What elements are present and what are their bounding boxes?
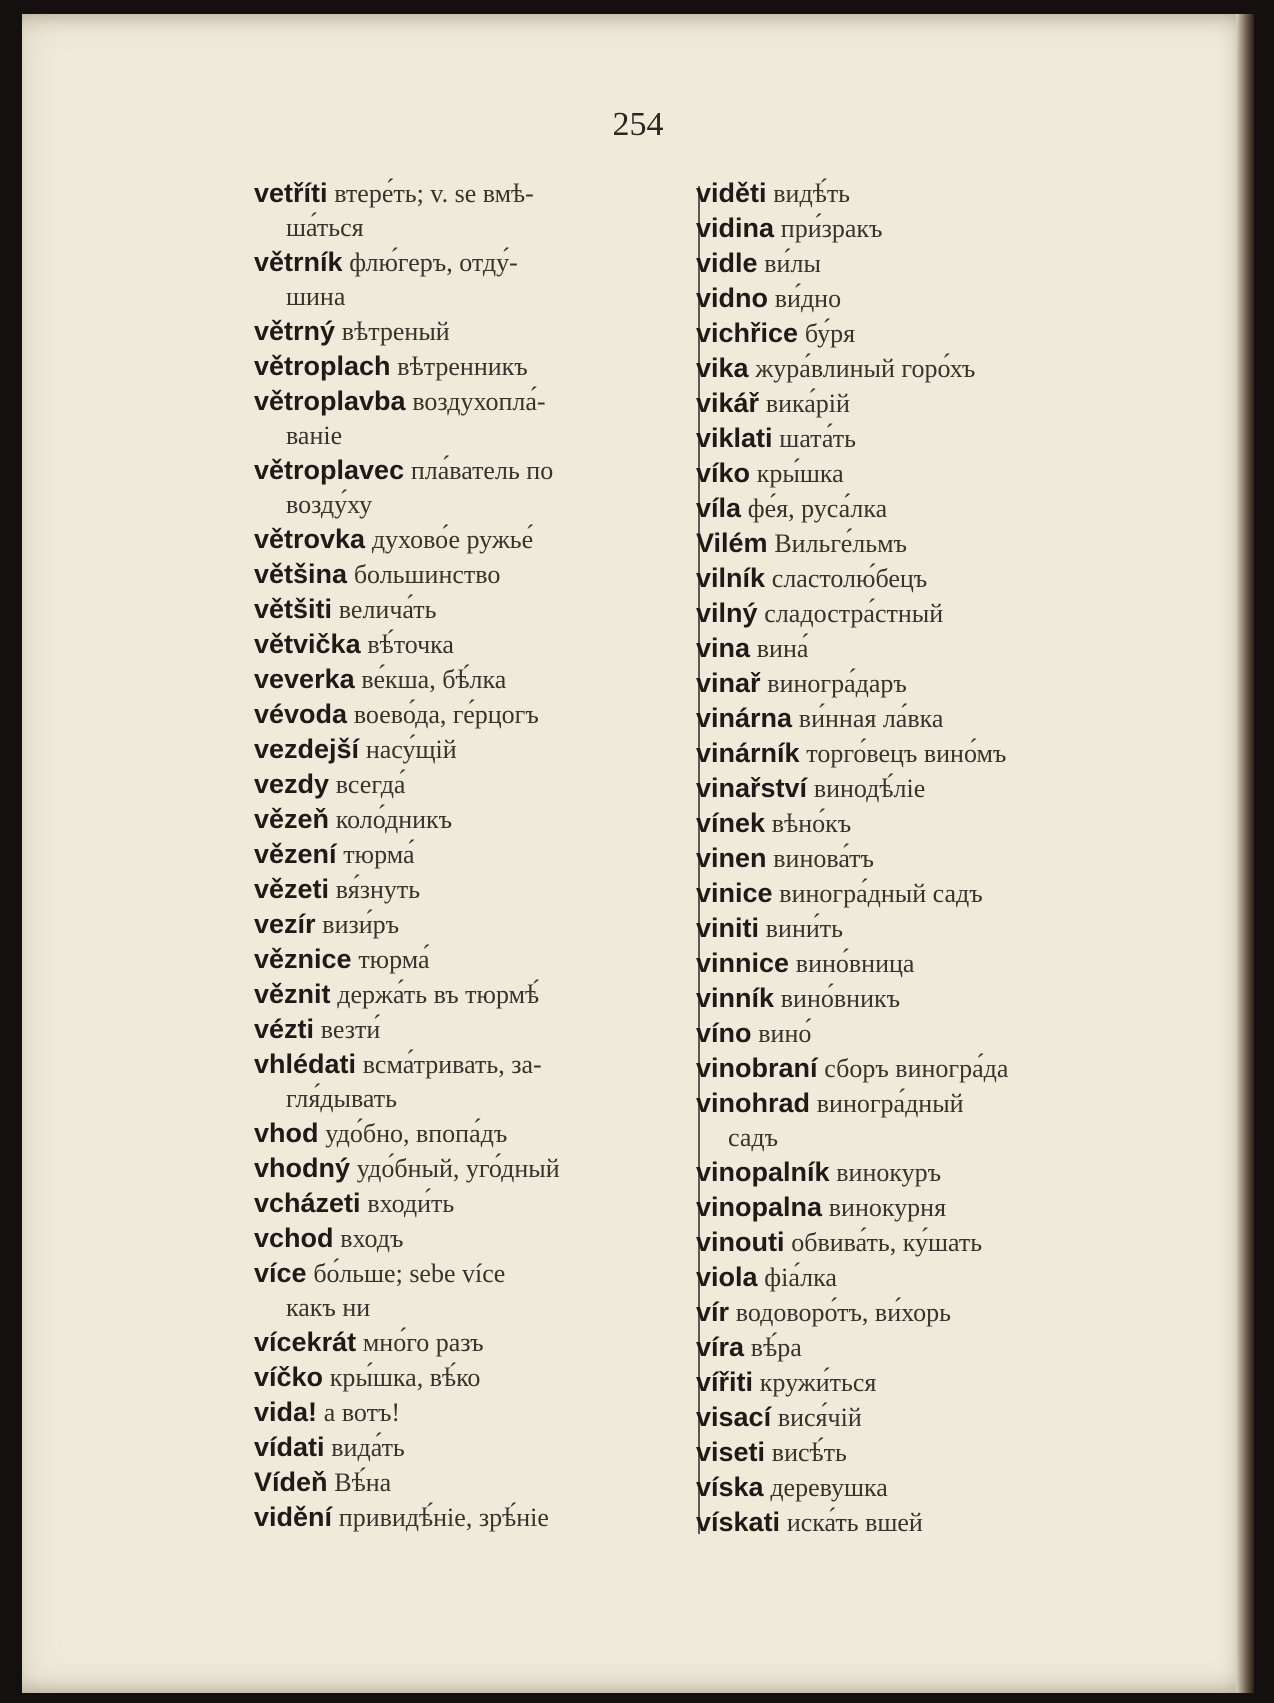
entry-headword: víno bbox=[696, 1018, 752, 1048]
dictionary-entry bbox=[254, 453, 692, 522]
entry-headword: vinopalník bbox=[696, 1157, 830, 1187]
dictionary-entry bbox=[254, 907, 692, 942]
dictionary-entry bbox=[254, 522, 692, 557]
entry-definition: деревушка bbox=[770, 1473, 888, 1502]
entry-definition-continuation: гля́дывать bbox=[286, 1084, 397, 1113]
entry-definition: бу́ря bbox=[804, 319, 856, 348]
entry-definition: визи́ръ bbox=[322, 910, 400, 939]
entry-headword: Vídeň bbox=[254, 1467, 328, 1497]
entry-definition: винова́тъ bbox=[773, 844, 874, 873]
entry-headword: věznice bbox=[254, 944, 352, 974]
entry-definition: висѣ́ть bbox=[771, 1438, 847, 1467]
entry-headword: více bbox=[254, 1258, 307, 1288]
entry-headword: vinice bbox=[696, 878, 773, 908]
dictionary-entry bbox=[696, 316, 1136, 351]
entry-headword: víčko bbox=[254, 1362, 324, 1392]
entry-definition: удо́бный, уго́дный bbox=[356, 1154, 560, 1183]
entry-headword: vinohrad bbox=[696, 1088, 811, 1118]
entry-headword: vídati bbox=[254, 1432, 325, 1462]
entry-headword: vichřice bbox=[696, 318, 799, 348]
entry-headword: víra bbox=[696, 1332, 745, 1362]
entry-headword: vězeň bbox=[254, 804, 330, 834]
dictionary-entry bbox=[254, 1430, 692, 1465]
dictionary-entry bbox=[696, 526, 1136, 561]
entry-definition: вино́вница bbox=[795, 949, 915, 978]
dictionary-entry bbox=[254, 1047, 692, 1116]
entry-definition: вися́чiй bbox=[777, 1403, 862, 1432]
dictionary-entry bbox=[254, 802, 692, 837]
dictionary-entry bbox=[696, 1470, 1136, 1505]
dictionary-entry bbox=[254, 1256, 692, 1325]
entry-headword: vilník bbox=[696, 563, 766, 593]
entry-definition: большинство bbox=[353, 560, 501, 589]
entry-headword: vír bbox=[696, 1297, 730, 1327]
entry-definition: всегда́ bbox=[335, 770, 406, 799]
dictionary-entry bbox=[696, 281, 1136, 316]
dictionary-entry bbox=[254, 1012, 692, 1047]
entry-definition: флю́геръ, отду́- bbox=[349, 248, 518, 277]
dictionary-entry bbox=[696, 176, 1136, 211]
entry-headword: vidno bbox=[696, 283, 768, 313]
entry-headword: vika bbox=[696, 353, 749, 383]
entry-definition: кры́шка, вѣ́ко bbox=[329, 1363, 481, 1392]
entry-headword: vinárník bbox=[696, 738, 800, 768]
dictionary-entry bbox=[254, 1186, 692, 1221]
entry-definition: вѣтренникъ bbox=[397, 352, 528, 381]
dictionary-entry bbox=[696, 1155, 1136, 1190]
entry-headword: vínek bbox=[696, 808, 766, 838]
dictionary-entry bbox=[696, 351, 1136, 386]
dictionary-entry bbox=[696, 631, 1136, 666]
dictionary-entry bbox=[254, 767, 692, 802]
entry-headword: vida! bbox=[254, 1397, 318, 1427]
dictionary-entry bbox=[696, 561, 1136, 596]
entry-definition: велича́ть bbox=[338, 595, 437, 624]
entry-headword: vinopalna bbox=[696, 1192, 823, 1222]
dictionary-entry bbox=[254, 872, 692, 907]
entry-headword: viděti bbox=[696, 178, 767, 208]
dictionary-entry bbox=[696, 246, 1136, 281]
entry-headword: větrovka bbox=[254, 524, 366, 554]
entry-definition: везти́ bbox=[320, 1015, 381, 1044]
dictionary-entry bbox=[696, 841, 1136, 876]
dictionary-entry bbox=[254, 1360, 692, 1395]
dictionary-entry bbox=[254, 557, 692, 592]
dictionary-entry bbox=[696, 491, 1136, 526]
dictionary-entry bbox=[254, 1151, 692, 1186]
entry-headword: vidina bbox=[696, 213, 775, 243]
entry-definition: сладостра́стный bbox=[764, 599, 944, 628]
entry-headword: vidění bbox=[254, 1502, 333, 1532]
dictionary-entry bbox=[696, 1330, 1136, 1365]
entry-headword: vířiti bbox=[696, 1367, 754, 1397]
dictionary-entry bbox=[696, 1086, 1136, 1155]
dictionary-entry bbox=[696, 1295, 1136, 1330]
dictionary-entry bbox=[254, 662, 692, 697]
dictionary-entry bbox=[696, 1016, 1136, 1051]
dictionary-entry bbox=[696, 386, 1136, 421]
dictionary-entry bbox=[254, 732, 692, 767]
entry-headword: vězení bbox=[254, 839, 337, 869]
dictionary-entry bbox=[254, 1325, 692, 1360]
entry-headword: vhlédati bbox=[254, 1049, 357, 1079]
entry-headword: visací bbox=[696, 1402, 772, 1432]
entry-headword: veverka bbox=[254, 664, 355, 694]
entry-headword: vilný bbox=[696, 598, 758, 628]
entry-headword: vinař bbox=[696, 668, 761, 698]
dictionary-entry bbox=[696, 1365, 1136, 1400]
dictionary-entry bbox=[696, 666, 1136, 701]
entry-definition: коло́дникъ bbox=[335, 805, 453, 834]
entry-headword: vévoda bbox=[254, 699, 348, 729]
entry-definition: винодѣ́лiе bbox=[813, 774, 926, 803]
dictionary-entry bbox=[254, 176, 692, 245]
entry-definition: ве́кша, бѣ́лка bbox=[361, 665, 507, 694]
dictionary-entry bbox=[254, 592, 692, 627]
entry-headword: vikář bbox=[696, 388, 760, 418]
entry-headword: vhod bbox=[254, 1118, 319, 1148]
entry-definition: тюрма́ bbox=[343, 840, 415, 869]
entry-definition: вина́ bbox=[756, 634, 809, 663]
dictionary-entry bbox=[696, 1435, 1136, 1470]
entry-definition: торго́вецъ вино́мъ bbox=[806, 739, 1007, 768]
entry-headword: vinnice bbox=[696, 948, 790, 978]
entry-definition-continuation: ванiе bbox=[286, 421, 343, 450]
entry-headword: vezdy bbox=[254, 769, 330, 799]
entry-headword: víla bbox=[696, 493, 742, 523]
entry-headword: vidle bbox=[696, 248, 758, 278]
entry-headword: větroplavec bbox=[254, 455, 405, 485]
entry-definition: виногра́даръ bbox=[767, 669, 907, 698]
entry-definition: виногра́дный bbox=[816, 1089, 964, 1118]
entry-definition: жура́влиный горо́хъ bbox=[755, 354, 976, 383]
entry-definition: воздухопла́- bbox=[412, 387, 546, 416]
dictionary-entry bbox=[696, 1190, 1136, 1225]
dictionary-entry bbox=[254, 314, 692, 349]
entry-definition: виногра́дный садъ bbox=[779, 879, 983, 908]
entry-definition: винокурня bbox=[828, 1193, 947, 1222]
entry-definition: обвива́ть, ку́шать bbox=[791, 1228, 983, 1257]
dictionary-entry bbox=[254, 942, 692, 977]
entry-definition: фiа́лка bbox=[764, 1263, 837, 1292]
dictionary-entry bbox=[696, 1260, 1136, 1295]
entry-definition: воево́да, ге́рцогъ bbox=[353, 700, 539, 729]
dictionary-entry bbox=[254, 697, 692, 732]
entry-headword: větroplach bbox=[254, 351, 391, 381]
dictionary-entry bbox=[696, 1051, 1136, 1086]
entry-definition: вѣтреный bbox=[341, 317, 450, 346]
entry-definition: тюрма́ bbox=[358, 945, 430, 974]
entry-headword: vhodný bbox=[254, 1153, 351, 1183]
entry-definition: бо́льше; sebe více bbox=[313, 1259, 506, 1288]
entry-definition: входъ bbox=[340, 1224, 404, 1253]
entry-definition: Вильге́льмъ bbox=[774, 529, 907, 558]
dictionary-entry bbox=[254, 977, 692, 1012]
entry-definition: вика́рiй bbox=[765, 389, 850, 418]
entry-headword: viniti bbox=[696, 913, 760, 943]
entry-definition: Вѣ́на bbox=[334, 1468, 392, 1497]
entry-definition: ви́дно bbox=[774, 284, 842, 313]
entry-definition: вѣ́точка bbox=[367, 630, 454, 659]
entry-headword: viola bbox=[696, 1262, 758, 1292]
left-column bbox=[254, 176, 692, 1535]
entry-definition: сластолю́бецъ bbox=[771, 564, 928, 593]
entry-headword: víska bbox=[696, 1472, 764, 1502]
entry-definition: винокуръ bbox=[836, 1158, 942, 1187]
entry-definition: вида́ть bbox=[331, 1433, 405, 1462]
entry-definition: входи́ть bbox=[367, 1189, 455, 1218]
dictionary-entry bbox=[696, 806, 1136, 841]
dictionary-entry bbox=[696, 981, 1136, 1016]
entry-definition: сборъ виногра́да bbox=[824, 1054, 1009, 1083]
entry-headword: vískati bbox=[696, 1507, 781, 1537]
dictionary-entry bbox=[696, 596, 1136, 631]
entry-headword: Vilém bbox=[696, 528, 768, 558]
dictionary-entry bbox=[254, 349, 692, 384]
entry-headword: vchod bbox=[254, 1223, 334, 1253]
entry-headword: viseti bbox=[696, 1437, 766, 1467]
entry-definition: насу́щій bbox=[365, 735, 457, 764]
book-page bbox=[22, 14, 1254, 1693]
entry-definition: водоворо́тъ, ви́хорь bbox=[735, 1298, 951, 1327]
right-column bbox=[696, 176, 1136, 1540]
entry-headword: vina bbox=[696, 633, 751, 663]
entry-definition: вѣно́къ bbox=[771, 809, 852, 838]
dictionary-entry bbox=[696, 771, 1136, 806]
entry-definition-continuation: какъ ни bbox=[286, 1293, 371, 1322]
dictionary-entry bbox=[696, 1505, 1136, 1540]
entry-definition-continuation: шина bbox=[286, 282, 346, 311]
dictionary-entry bbox=[696, 421, 1136, 456]
entry-definition: пла́ватель по bbox=[410, 456, 554, 485]
dictionary-entry bbox=[254, 837, 692, 872]
entry-definition: фе́я, руса́лка bbox=[747, 494, 888, 523]
entry-definition: вя́знуть bbox=[335, 875, 421, 904]
entry-headword: větroplavba bbox=[254, 386, 406, 416]
entry-headword: vinen bbox=[696, 843, 767, 873]
entry-headword: vezír bbox=[254, 909, 316, 939]
entry-headword: větvička bbox=[254, 629, 361, 659]
entry-headword: vézti bbox=[254, 1014, 315, 1044]
entry-definition: шата́ть bbox=[779, 424, 856, 453]
entry-headword: většina bbox=[254, 559, 348, 589]
entry-definition: всма́тривать, за- bbox=[362, 1050, 542, 1079]
entry-headword: vezdejší bbox=[254, 734, 360, 764]
entry-headword: vězeti bbox=[254, 874, 330, 904]
entry-definition: а вотъ! bbox=[323, 1398, 401, 1427]
entry-headword: víko bbox=[696, 458, 751, 488]
dictionary-entry bbox=[696, 876, 1136, 911]
entry-definition: ви́лы bbox=[764, 249, 821, 278]
entry-definition-continuation: возду́ху bbox=[286, 490, 373, 519]
entry-definition: держа́ть въ тюрмѣ́ bbox=[337, 980, 540, 1009]
dictionary-entry bbox=[696, 911, 1136, 946]
dictionary-entry bbox=[254, 245, 692, 314]
page-number: 254 bbox=[612, 106, 664, 143]
entry-definition: духово́е ружье́ bbox=[371, 525, 534, 554]
entry-definition: привидѣ́нiе, зрѣ́нiе bbox=[338, 1503, 549, 1532]
dictionary-entry bbox=[696, 211, 1136, 246]
entry-headword: věznit bbox=[254, 979, 331, 1009]
entry-headword: vetříti bbox=[254, 178, 328, 208]
dictionary-entry bbox=[254, 1395, 692, 1430]
dictionary-entry bbox=[254, 1465, 692, 1500]
dictionary-entry bbox=[254, 627, 692, 662]
entry-definition-continuation: ша́ться bbox=[286, 213, 364, 242]
entry-definition: видѣ́ть bbox=[773, 179, 851, 208]
dictionary-entry bbox=[254, 1221, 692, 1256]
dictionary-entry bbox=[696, 456, 1136, 491]
entry-headword: vícekrát bbox=[254, 1327, 357, 1357]
entry-definition: иска́ть вшей bbox=[786, 1508, 923, 1537]
entry-definition: ви́нная ла́вка bbox=[798, 704, 944, 733]
entry-definition: мно́го разъ bbox=[362, 1328, 484, 1357]
entry-definition: кружи́ться bbox=[759, 1368, 877, 1397]
entry-headword: vinouti bbox=[696, 1227, 785, 1257]
dictionary-entry bbox=[696, 946, 1136, 981]
entry-headword: větrný bbox=[254, 316, 336, 346]
entry-definition-continuation: садъ bbox=[728, 1123, 779, 1152]
dictionary-entry bbox=[254, 384, 692, 453]
dictionary-entry bbox=[254, 1500, 692, 1535]
entry-headword: větrník bbox=[254, 247, 343, 277]
entry-headword: vinobraní bbox=[696, 1053, 818, 1083]
entry-definition: втере́ть; v. se вмѣ- bbox=[334, 179, 534, 208]
entry-definition: вино́ bbox=[758, 1019, 812, 1048]
entry-definition: кры́шка bbox=[756, 459, 844, 488]
page-edge bbox=[1236, 14, 1254, 1693]
entry-definition: удо́бно, впопа́дъ bbox=[325, 1119, 508, 1148]
entry-headword: vinařství bbox=[696, 773, 808, 803]
dictionary-entry bbox=[696, 736, 1136, 771]
dictionary-entry bbox=[696, 1225, 1136, 1260]
entry-headword: vinárna bbox=[696, 703, 793, 733]
entry-headword: viklati bbox=[696, 423, 773, 453]
dictionary-entry bbox=[254, 1116, 692, 1151]
entry-headword: většiti bbox=[254, 594, 333, 624]
entry-definition: вѣ́ра bbox=[750, 1333, 802, 1362]
entry-headword: vinník bbox=[696, 983, 775, 1013]
entry-definition: вини́ть bbox=[765, 914, 844, 943]
entry-headword: vcházeti bbox=[254, 1188, 361, 1218]
dictionary-entry bbox=[696, 1400, 1136, 1435]
entry-definition: при́зракъ bbox=[780, 214, 883, 243]
entry-definition: вино́вникъ bbox=[780, 984, 901, 1013]
dictionary-entry bbox=[696, 701, 1136, 736]
